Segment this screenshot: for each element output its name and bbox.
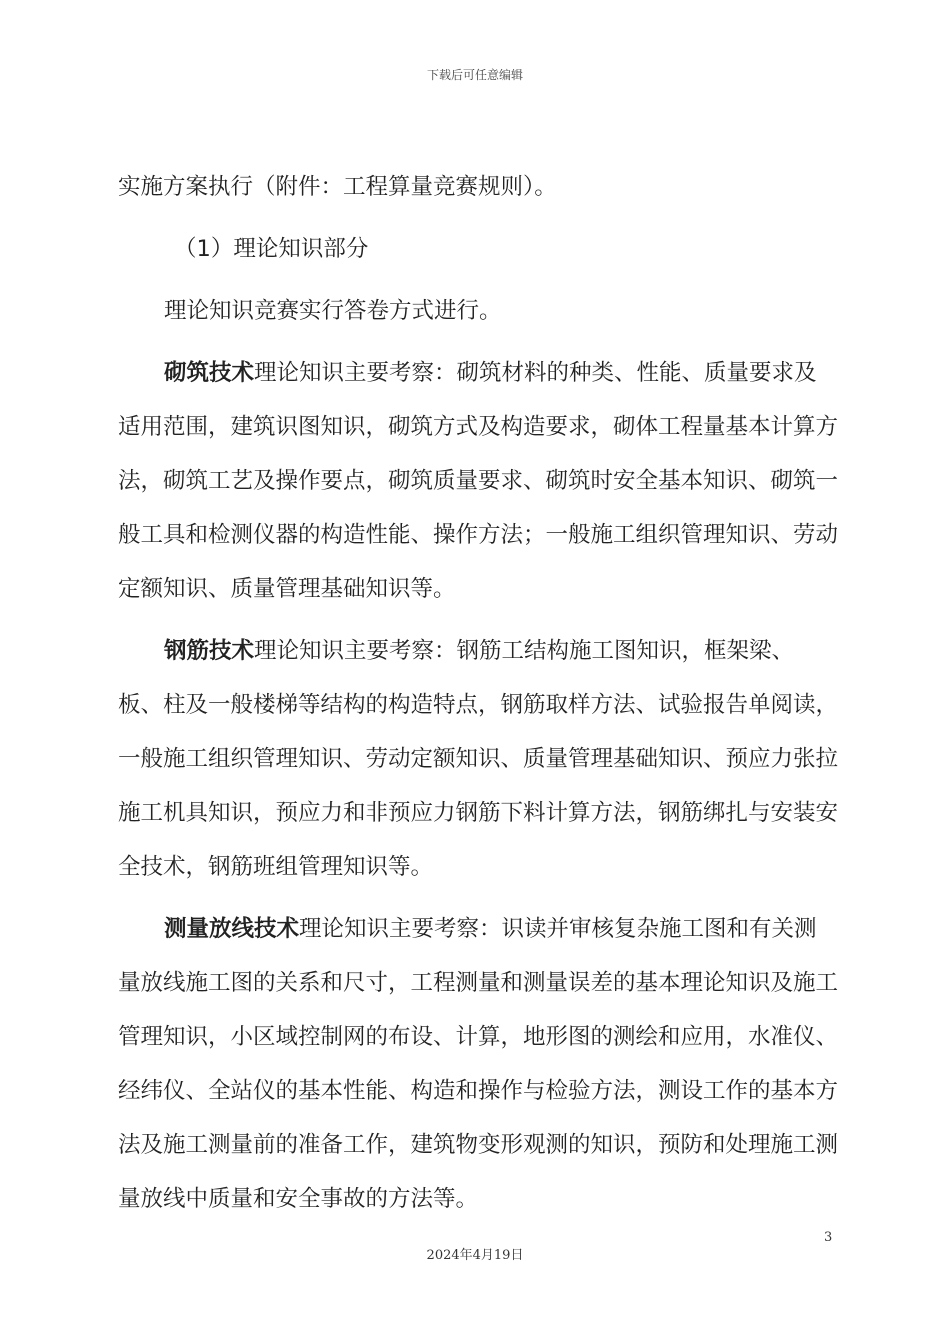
survey-text: 理论知识主要考察：识读并审核复杂施工图和有关测量放线施工图的关系和尺寸，工程测量和测量误差的基本理论知识及施工管理知识，小区域控制网的布设、计算，地形图的测绘和应用，水准仪、经纬仪、全站仪的基本性能、构造和操作与检验方法，测设工作的基本方法及施工测量前的准备工作，建筑物变形观测的知识，预防和处理施工测量放线中质量和安全事故的方法等。 (118, 916, 839, 1212)
paragraph-rebar (118, 624, 838, 894)
page-footer-date: 2024年4月19日 (426, 1248, 524, 1263)
page-header: 下载后可任意编辑 (426, 68, 523, 82)
paragraph-exam-method: 理论知识竞赛实行答卷方式进行。 (164, 298, 502, 324)
paragraph-survey (118, 902, 838, 1226)
paragraph-intro: 实施方案执行（附件：工程算量竞赛规则）。 (118, 174, 557, 200)
rebar-term: 钢筋技术 (164, 638, 255, 664)
masonry-term: 砌筑技术 (164, 360, 255, 386)
rebar-text: 理论知识主要考察：钢筋工结构施工图知识，框架梁、板、柱及一般楼梯等结构的构造特点，钢筋取样方法、试验报告单阅读，一般施工组织管理知识、劳动定额知识、质量管理基础知识、预应力张拉施工机具知识，预应力和非预应力钢筋下料计算方法，钢筋绑扎与安装安全技术，钢筋班组管理知识等。 (118, 638, 839, 880)
masonry-text: 理论知识主要考察：砌筑材料的种类、性能、质量要求及适用范围，建筑识图知识，砌筑方式及构造要求，砌体工程量基本计算方法，砌筑工艺及操作要点，砌筑质量要求、砌筑时安全基本知识、砌筑一般工具和检测仪器的构造性能、操作方法；一般施工组织管理知识、劳动定额知识、质量管理基础知识等。 (118, 360, 839, 602)
document-body (118, 160, 838, 1226)
paragraph-masonry (118, 346, 838, 616)
survey-term: 测量放线技术 (164, 916, 300, 942)
section-heading: （1）理论知识部分 (174, 236, 369, 262)
page-number: 3 (824, 1230, 833, 1245)
